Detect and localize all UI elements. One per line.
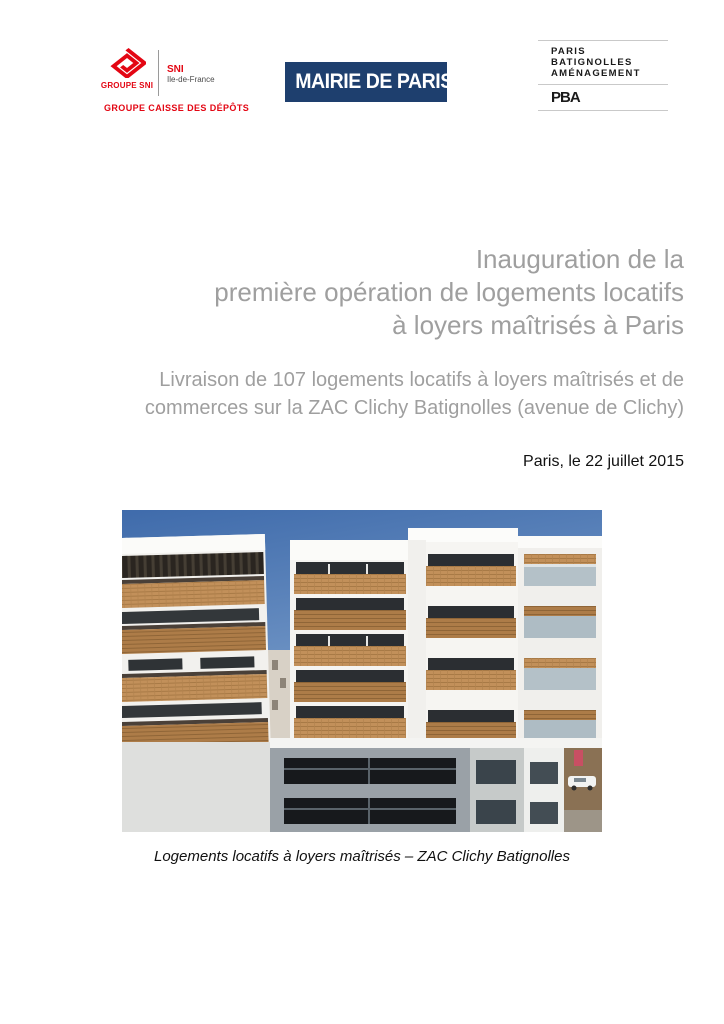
- subtitle-line-1: Livraison de 107 logements locatifs à loyers maîtrisés et de: [159, 369, 684, 391]
- title-line-3: à loyers maîtrisés à Paris: [392, 310, 684, 340]
- pba-line1: PARIS: [551, 46, 586, 57]
- pba-line2: BATIGNOLLES: [551, 57, 633, 68]
- building-photo: [122, 510, 602, 832]
- building-photo-graphic: [122, 510, 602, 832]
- sni-brand: SNI: [167, 64, 184, 75]
- mairie-de-paris-label: MAIRIE DE PARIS: [295, 70, 453, 93]
- photo-caption: Logements locatifs à loyers maîtrisés – ZAC Clichy Batignolles: [153, 848, 570, 865]
- pba-monogram: PBA: [551, 89, 580, 106]
- page-title: [214, 243, 684, 342]
- mairie-de-paris-logo: [285, 62, 453, 102]
- dateline: Paris, le 22 juillet 2015: [523, 453, 684, 470]
- sni-diamond-icon: [108, 48, 146, 78]
- subtitle-line-2: commerces sur la ZAC Clichy Batignolles (avenue de Clichy): [144, 397, 684, 419]
- pba-line3: AMÉNAGEMENT: [551, 68, 641, 79]
- paris-batignolles-amenagement-logo: [538, 40, 668, 111]
- groupe-sni-logo: [100, 48, 250, 113]
- title-line-2: première opération de logements locatifs: [214, 277, 684, 307]
- page-subtitle: [145, 366, 684, 422]
- title-line-1: Inauguration de la: [475, 244, 684, 274]
- sni-group-label: GROUPE SNI: [100, 81, 154, 90]
- sni-tagline: GROUPE CAISSE DES DÉPÔTS: [104, 103, 250, 113]
- sni-region: Ile-de-France: [167, 75, 215, 84]
- sni-divider: [158, 50, 159, 96]
- pba-rule-bottom: [538, 110, 668, 111]
